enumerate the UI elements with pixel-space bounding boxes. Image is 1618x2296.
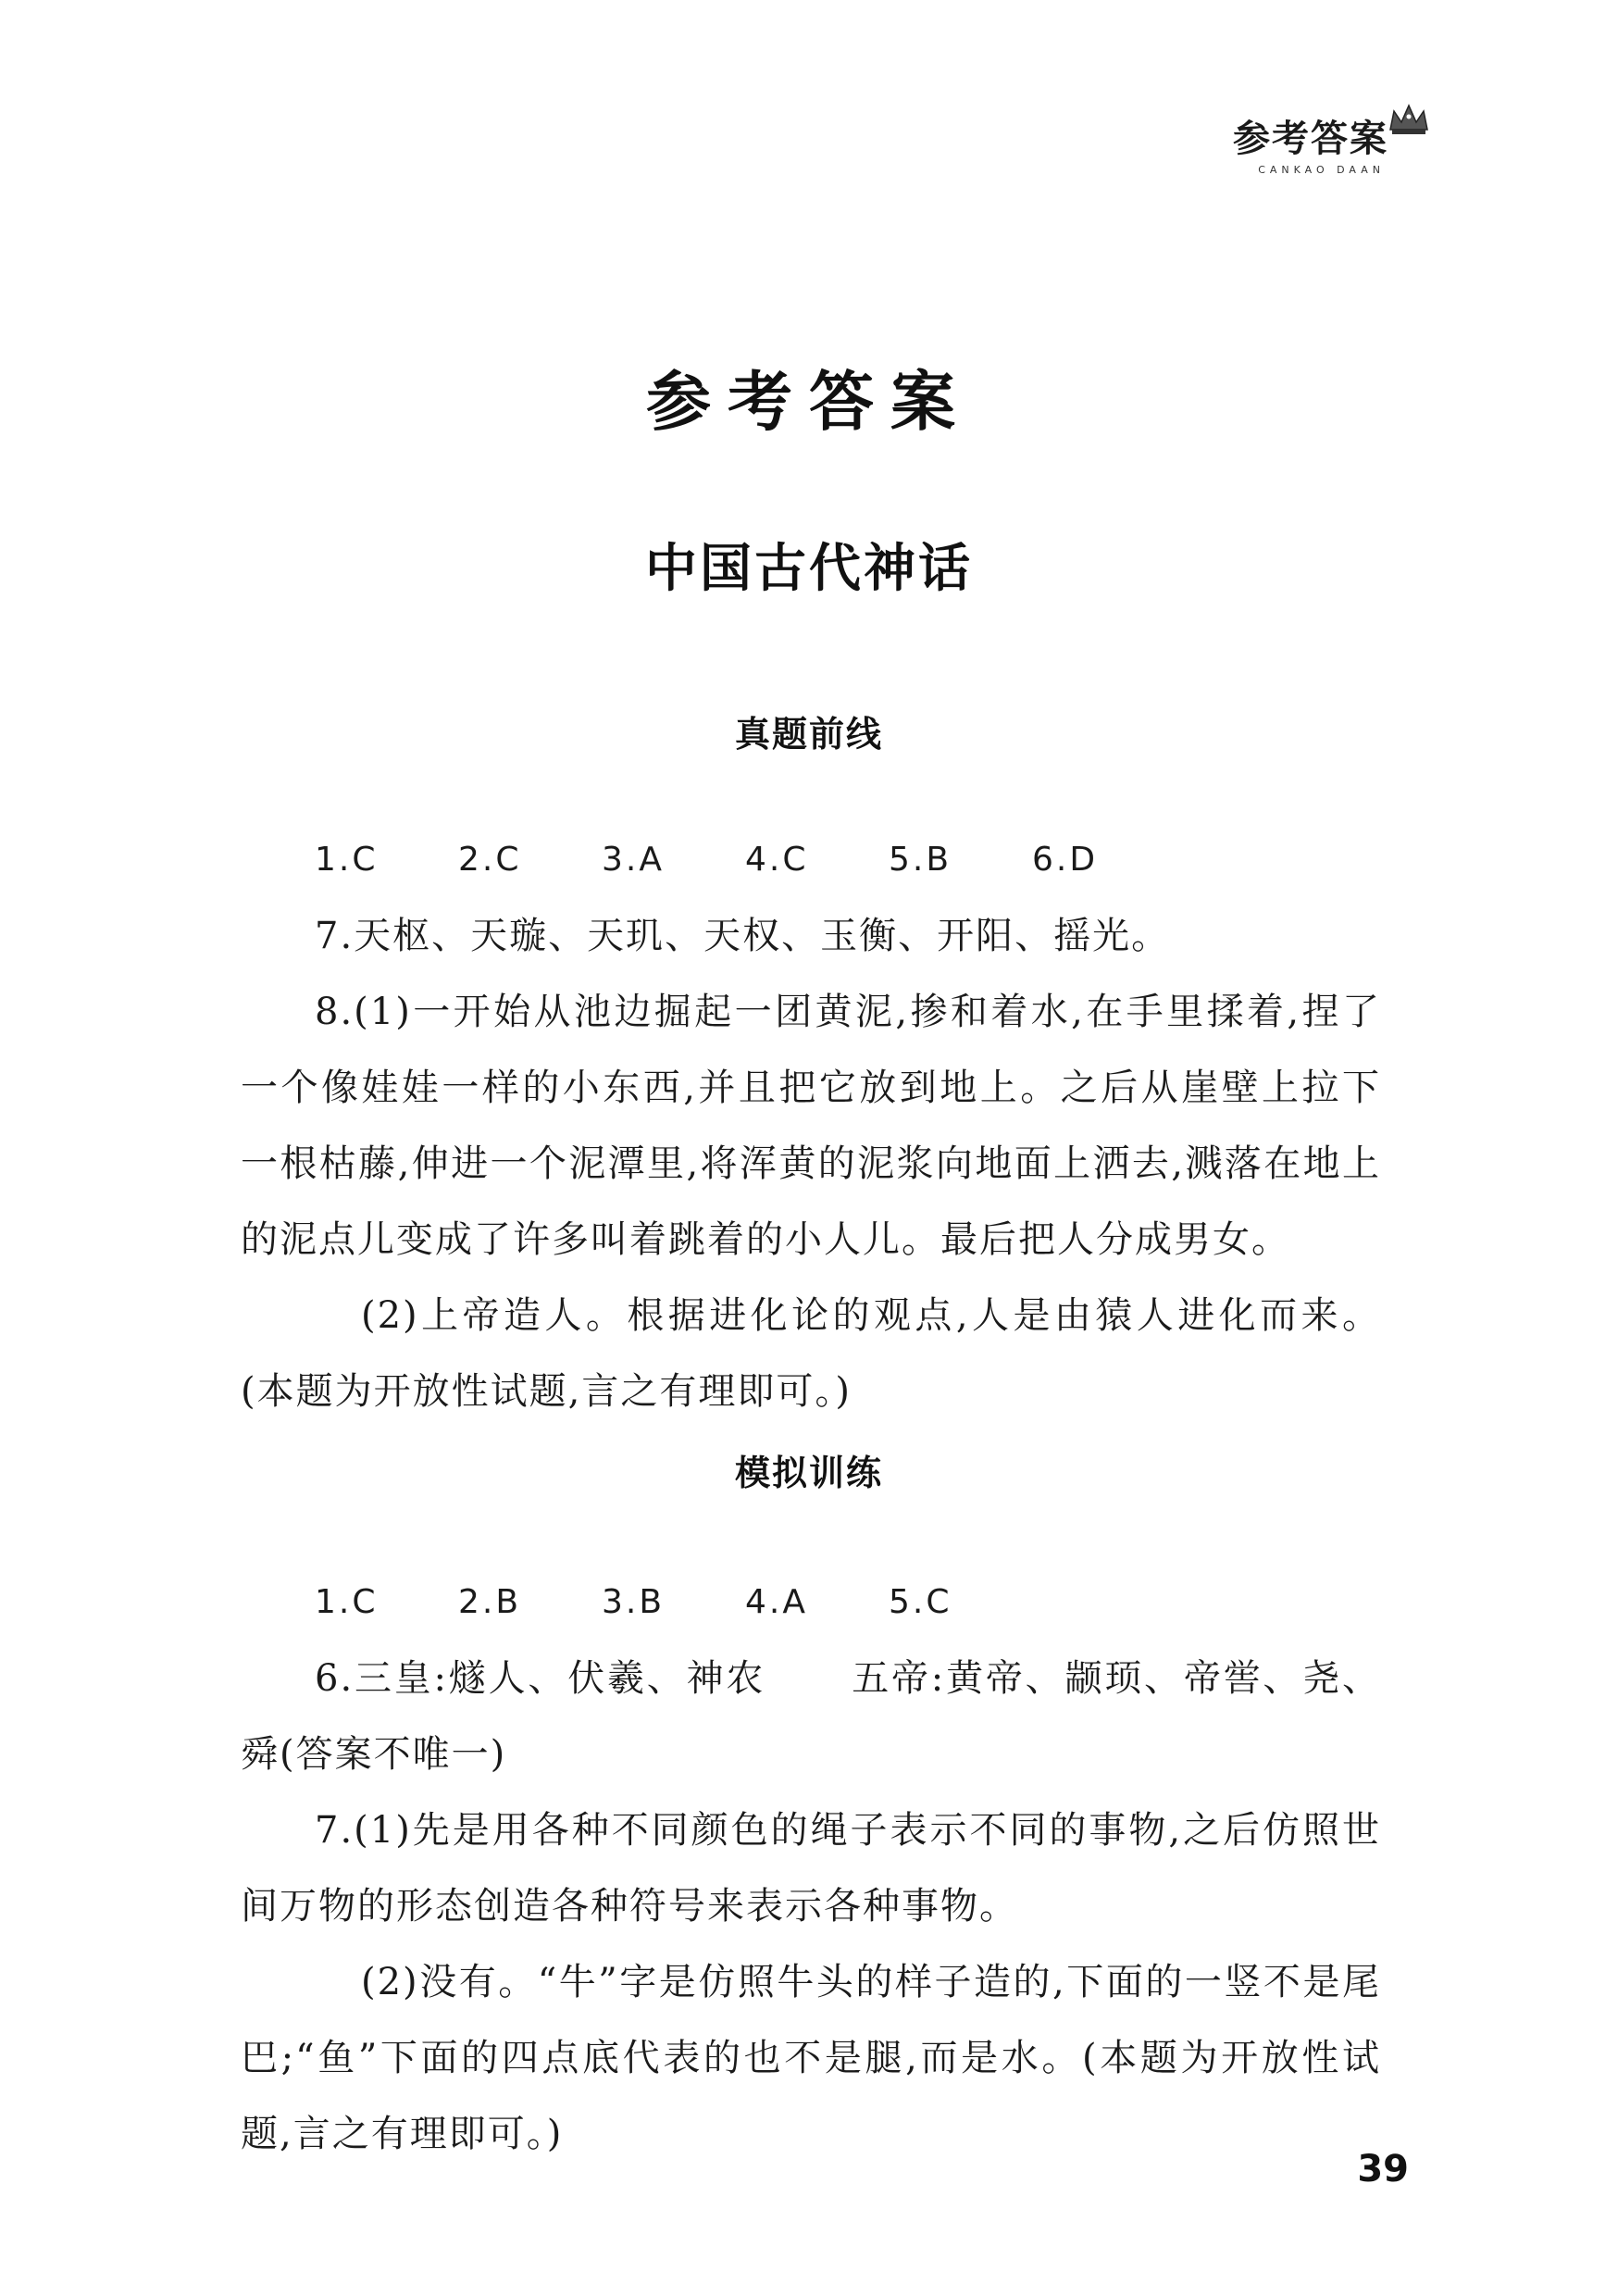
answer-paragraph: (2)上帝造人。根据进化论的观点,人是由猿人进化而来。(本题为开放性试题,言之有理即可。) (241, 1294, 1381, 1413)
choice-item: 6.D (1032, 841, 1099, 879)
answer-paragraph: 6.三皇:燧人、伏羲、神农 五帝:黄帝、颛顼、帝喾、尧、舜(答案不唯一) (241, 1657, 1381, 1776)
choice-item: 5.C (889, 1583, 952, 1621)
answer-paragraph: (2)没有。“牛”字是仿照牛头的样子造的,下面的一竖不是尾巴;“鱼”下面的四点底代表的也不是腿,而是水。(本题为开放性试题,言之有理即可。) (241, 1961, 1381, 2155)
answer-paragraph: 7.(1)先是用各种不同颜色的绳子表示不同的事物,之后仿照世间万物的形态创造各种符号来表示各种事物。 (241, 1809, 1381, 1928)
header-mark (1233, 109, 1388, 176)
choice-item: 4.C (745, 841, 809, 879)
choice-item: 1.C (315, 841, 379, 879)
answer-paragraph: 8.(1)一开始从池边掘起一团黄泥,掺和着水,在手里揉着,捏了一个像娃娃一样的小东西,并且把它放到地上。之后从崖壁上拉下一根枯藤,伸进一个泥潭里,将浑黄的泥浆向地面上洒去,溅落在地上的泥点儿变成了许多叫着跳着的小人儿。最后把人分成男女。 (241, 991, 1381, 1261)
page-title: 参考答案 (646, 364, 972, 440)
answer-paragraph: 7.天枢、天璇、天玑、天权、玉衡、开阳、摇光。 (315, 915, 1171, 957)
part2-heading: 模拟训练 (734, 1453, 883, 1493)
part2-answers (241, 1565, 1381, 2172)
part1-answers (241, 822, 1381, 1429)
choice-item: 5.B (889, 841, 952, 879)
part2-choices (241, 1565, 1381, 1641)
choice-item: 2.B (458, 1583, 522, 1621)
page-number: 39 (1357, 2148, 1409, 2190)
choice-item: 4.A (745, 1583, 808, 1621)
part1-choices (241, 822, 1381, 898)
section-title: 中国古代神话 (645, 539, 973, 599)
choice-item: 3.A (602, 841, 665, 879)
crown-icon (1387, 102, 1431, 139)
part1-heading: 真题前线 (734, 714, 883, 755)
choice-item: 1.C (315, 1583, 379, 1621)
choice-item: 3.B (602, 1583, 666, 1621)
choice-item: 2.C (458, 841, 522, 879)
header-title: 参考答案 (1233, 118, 1388, 160)
header-subtitle: CANKAO DAAN (1258, 164, 1385, 176)
